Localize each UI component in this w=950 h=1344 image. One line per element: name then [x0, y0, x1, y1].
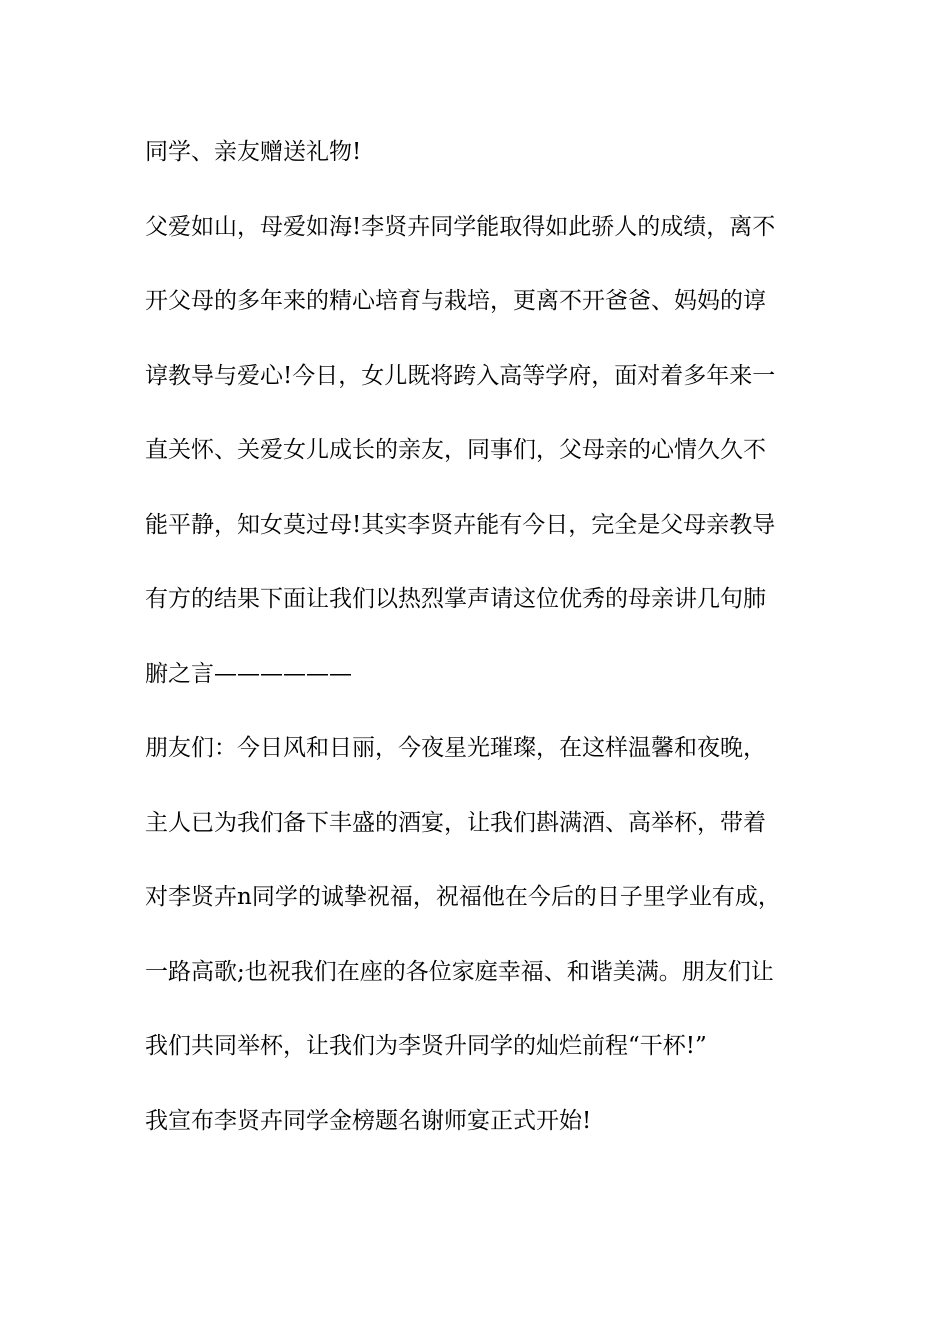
text-line: 我们共同举杯，让我们为李贤升同学的灿烂前程“干杯!”	[145, 1033, 707, 1059]
text-line: 直关怀、关爱女儿成长的亲友，同事们，父母亲的心情久久不	[145, 437, 766, 463]
text-line: 腑之言——————	[145, 661, 352, 687]
text-line: 父爱如山，母爱如海!李贤卉同学能取得如此骄人的成绩，离不	[145, 214, 776, 240]
text-line: 主人已为我们备下丰盛的酒宴，让我们斟满酒、高举杯，带着	[145, 810, 766, 836]
text-line: 对李贤卉n同学的诚挚祝福，祝福他在今后的日子里学业有成，	[145, 884, 781, 910]
text-line: 我宣布李贤卉同学金榜题名谢师宴正式开始!	[145, 1108, 592, 1134]
text-line: 谆教导与爱心!今日，女儿既将跨入高等学府，面对着多年来一	[145, 363, 776, 389]
text-line: 能平静，知女莫过母!其实李贤卉能有今日，完全是父母亲教导	[145, 512, 776, 538]
text-line: 同学、亲友赠送礼物!	[145, 139, 362, 165]
text-line: 一路高歌;也祝我们在座的各位家庭幸福、和谐美满。朋友们让	[145, 959, 774, 985]
text-line: 有方的结果下面让我们以热烈掌声请这位优秀的母亲讲几句肺	[145, 586, 766, 612]
text-line: 开父母的多年来的精心培育与栽培，更离不开爸爸、妈妈的谆	[145, 288, 766, 314]
text-line: 朋友们：今日风和日丽，今夜星光璀璨，在这样温馨和夜晚，	[145, 735, 766, 761]
